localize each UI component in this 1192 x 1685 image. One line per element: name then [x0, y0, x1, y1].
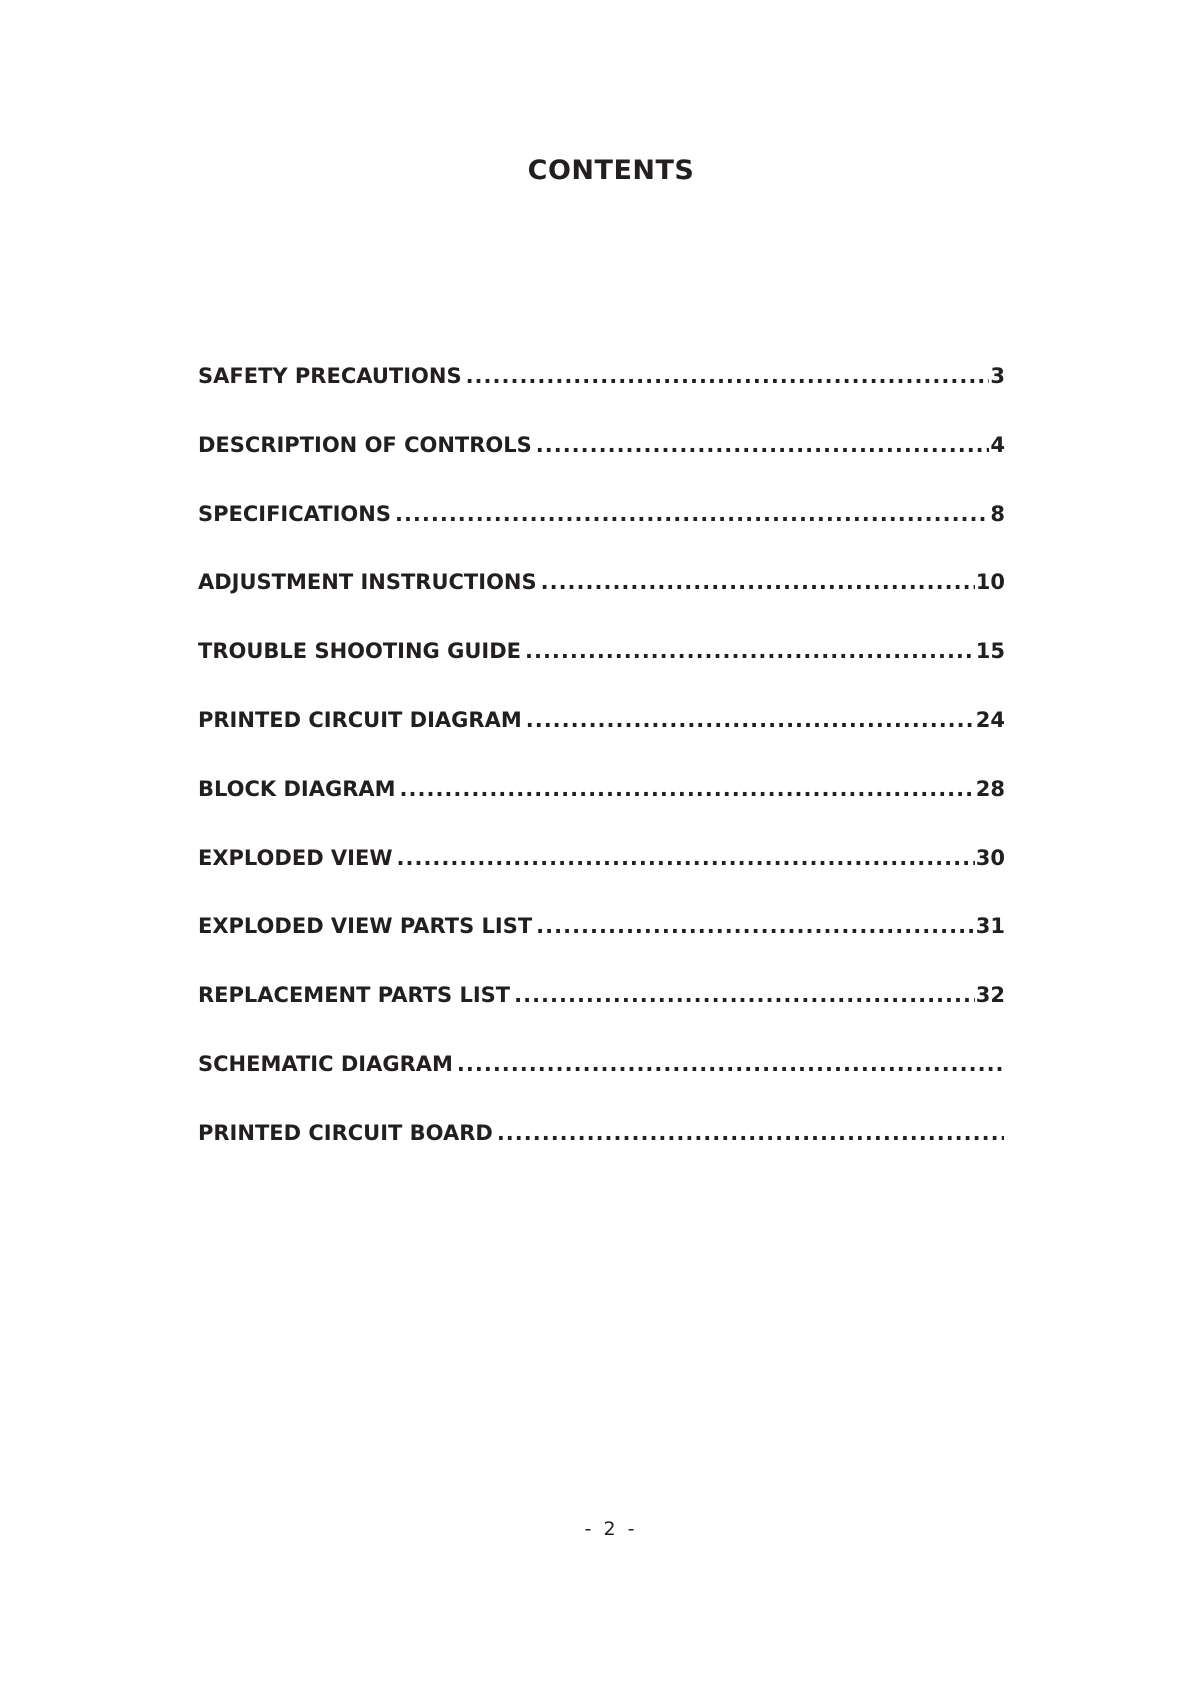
toc-entry-page: 28	[975, 776, 1005, 801]
toc-dot-leader	[395, 504, 989, 525]
toc-entry-page: 31	[975, 914, 1005, 939]
toc-entry-page: 4	[990, 432, 1005, 457]
toc-entry-replacement-parts-list[interactable]	[198, 985, 1005, 1054]
toc-entry-label: PRINTED CIRCUIT DIAGRAM	[198, 707, 522, 732]
toc-dot-leader	[514, 985, 975, 1006]
toc-entry-label: TROUBLE SHOOTING GUIDE	[198, 639, 521, 664]
toc-entry-page: 8	[990, 501, 1005, 526]
toc-entry-label: DESCRIPTION OF CONTROLS	[198, 432, 532, 457]
toc-dot-leader	[525, 641, 975, 662]
toc-entry-label: PRINTED CIRCUIT BOARD	[198, 1120, 493, 1145]
toc-entry-trouble-shooting-guide[interactable]	[198, 641, 1005, 710]
toc-dot-leader	[536, 435, 990, 456]
toc-entry-page: 10	[975, 570, 1005, 595]
toc-entry-block-diagram[interactable]	[198, 776, 1005, 848]
toc-entry-page: 15	[975, 639, 1005, 664]
toc-entry-label: SAFETY PRECAUTIONS	[198, 364, 462, 388]
toc-entry-label: BLOCK DIAGRAM	[198, 776, 396, 801]
toc-entry-schematic-diagram[interactable]	[198, 1051, 1005, 1123]
toc-entry-printed-circuit-board[interactable]	[198, 1120, 1005, 1192]
toc-dot-leader	[536, 916, 975, 937]
toc-dot-leader	[526, 710, 975, 731]
page-title: CONTENTS	[527, 155, 695, 186]
toc-entry-label: REPLACEMENT PARTS LIST	[198, 983, 511, 1008]
toc-entry-page: 3	[990, 364, 1005, 388]
toc-dot-leader	[497, 1123, 1004, 1144]
toc-entry-label: EXPLODED VIEW PARTS LIST	[198, 914, 533, 939]
toc-dot-leader	[457, 1054, 1004, 1075]
toc-entry-printed-circuit-diagram[interactable]	[198, 707, 1005, 779]
toc-entry-page: 24	[975, 707, 1005, 732]
toc-entry-specifications[interactable]	[198, 501, 1005, 573]
toc-entry-label: EXPLODED VIEW	[198, 845, 393, 870]
toc-entry-adjustment-instructions[interactable]	[198, 572, 1005, 641]
toc-entry-label: ADJUSTMENT INSTRUCTIONS	[198, 570, 537, 595]
toc-entry-exploded-view-parts-list[interactable]	[198, 916, 1005, 985]
toc-entry-page: 32	[975, 983, 1005, 1008]
toc-entry-description-of-controls[interactable]	[198, 432, 1005, 504]
toc-entry-label: SCHEMATIC DIAGRAM	[198, 1051, 453, 1076]
toc-entry-page: 30	[975, 845, 1005, 870]
toc-dot-leader	[400, 779, 975, 800]
toc-entry-safety-precautions[interactable]	[198, 366, 1005, 435]
toc-dot-leader	[397, 848, 975, 869]
toc-dot-leader	[466, 366, 990, 387]
table-of-contents	[198, 366, 1005, 1192]
page-number: - 2 -	[584, 1518, 638, 1540]
toc-entry-label: SPECIFICATIONS	[198, 501, 391, 526]
toc-entry-exploded-view[interactable]	[198, 845, 1005, 917]
toc-dot-leader	[541, 572, 975, 593]
